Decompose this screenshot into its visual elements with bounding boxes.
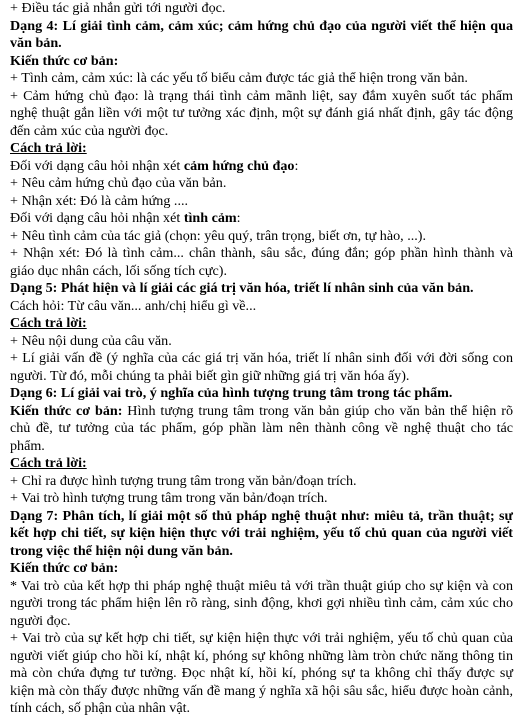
paragraph xyxy=(10,298,513,316)
text-run: Dạng 5: Phát hiện và lí giải các giá trị văn hóa, triết lí nhân sinh của văn bản. xyxy=(10,280,474,296)
text-run: + Nêu nội dung của câu văn. xyxy=(10,332,172,349)
text-run: + Vai trò của sự kết hợp chi tiết, sự kiện hiện thực với trải nghiệm, yếu tố chủ quan của người viết giúp cho hồi kí, nhật kí, phóng sự không những làm tròn chức năng thông tin mà còn chứa đựng tư tưởng. Đọc nhật kí, hồi kí, phóng sự ta không chỉ thấy được sự kiện mà còn thấy được những vấn đề mang ý nghĩa xã hội sâu sắc, hiểu được hoàn cảnh, tính cách, số phận của nhân vật. xyxy=(10,630,513,716)
text-run: + Cảm hứng chủ đạo: là trạng thái tình cảm mãnh liệt, say đắm xuyên suốt tác phẩm nghệ thuật gắn liền với một tư tưởng xác định, một sự đánh giá nhất định, gây tác động đến cảm xúc của người đọc. xyxy=(10,87,513,139)
paragraph xyxy=(10,385,513,403)
paragraph xyxy=(10,455,513,473)
paragraph xyxy=(10,0,513,18)
paragraph xyxy=(10,175,513,193)
paragraph xyxy=(10,403,513,456)
text-run: Cách trả lời: xyxy=(10,140,87,156)
paragraph xyxy=(10,315,513,333)
paragraph xyxy=(10,193,513,211)
paragraph xyxy=(10,210,513,228)
paragraph xyxy=(10,88,513,141)
paragraph xyxy=(10,333,513,351)
paragraph xyxy=(10,280,513,298)
text-run: tình cảm xyxy=(183,210,237,226)
text-run: Dạng 4: Lí giải tình cảm, cảm xúc; cảm hứng chủ đạo của người viết thể hiện qua văn bản. xyxy=(10,17,513,51)
text-run: + Nhận xét: Đó là cảm hứng .... xyxy=(10,192,189,209)
paragraph xyxy=(10,508,513,561)
paragraph xyxy=(10,245,513,280)
paragraph xyxy=(10,350,513,385)
text-run: Cách trả lời: xyxy=(10,315,87,331)
text-run: : xyxy=(236,210,241,226)
paragraph xyxy=(10,630,513,718)
paragraph xyxy=(10,578,513,631)
paragraph xyxy=(10,490,513,508)
text-run: Đối với dạng câu hỏi nhận xét xyxy=(10,210,184,226)
paragraph xyxy=(10,70,513,88)
paragraph xyxy=(10,53,513,71)
text-run: + Tình cảm, cảm xúc: là các yếu tố biểu cảm được tác giả thể hiện trong văn bản. xyxy=(10,70,468,86)
text-run: + Điều tác giả nhắn gửi tới người đọc. xyxy=(10,0,226,16)
paragraph xyxy=(10,473,513,491)
text-run: Kiến thức cơ bản: xyxy=(10,402,123,419)
text-run: Kiến thức cơ bản: xyxy=(10,52,119,69)
paragraph xyxy=(10,560,513,578)
text-run: Hình tượng trung tâm trong văn bản giúp cho văn bản thể hiện rõ chủ đề, tư tưởng của tác phẩm, góp phần làm nên thành công về nghệ thuật cho tác phẩm. xyxy=(10,402,513,454)
text-run: Cách hỏi: Từ câu văn... anh/chị hiểu gì về... xyxy=(10,297,257,314)
text-run: Đối với dạng câu hỏi nhận xét xyxy=(10,157,184,174)
text-run: : xyxy=(294,157,299,174)
paragraph xyxy=(10,18,513,53)
text-run: + Lí giải vấn đề (ý nghĩa của các giá trị văn hóa, triết lí nhân sinh đối với đời sống con người. Từ đó, mỗi chúng ta phải biết gìn giữ những giá trị văn hóa ấy). xyxy=(10,350,513,384)
text-run: + Chỉ ra được hình tượng trung tâm trong văn bản/đoạn trích. xyxy=(10,472,357,489)
text-run: Kiến thức cơ bản: xyxy=(10,560,119,576)
text-run: + Nhận xét: Đó là tình cảm... chân thành, sâu sắc, đúng đắn; góp phần hình thành và giáo dục nhân cách, lối sống tích cực). xyxy=(10,245,513,279)
text-run: + Nêu cảm hứng chủ đạo của văn bản. xyxy=(10,175,227,191)
text-run: Dạng 6: Lí giải vai trò, ý nghĩa của hình tượng trung tâm trong tác phẩm. xyxy=(10,385,453,401)
paragraph xyxy=(10,158,513,176)
text-run: + Nêu tình cảm của tác giả (chọn: yêu quý, trân trọng, biết ơn, tự hào, ...). xyxy=(10,227,426,244)
text-run: + Vai trò hình tượng trung tâm trong văn bản/đoạn trích. xyxy=(10,490,328,506)
text-run: * Vai trò của kết hợp thi pháp nghệ thuật miêu tả với trần thuật giúp cho sự kiện và con người trong tác phẩm hiện lên rõ ràng, sinh động, khơi gợi nhiều tình cảm, cảm xúc cho người đọc. xyxy=(10,577,513,629)
text-run: cảm hứng chủ đạo xyxy=(183,157,295,174)
paragraph xyxy=(10,140,513,158)
text-run: Dạng 7: Phân tích, lí giải một số thủ pháp nghệ thuật như: miêu tả, trần thuật; sự kết hợp chi tiết, sự kiện hiện thực với trải nghiệm, yếu tố chủ quan của người viết trong việc thể hiện nội dung văn bản. xyxy=(10,507,513,559)
text-run: Cách trả lời: xyxy=(10,455,87,471)
paragraph xyxy=(10,228,513,246)
